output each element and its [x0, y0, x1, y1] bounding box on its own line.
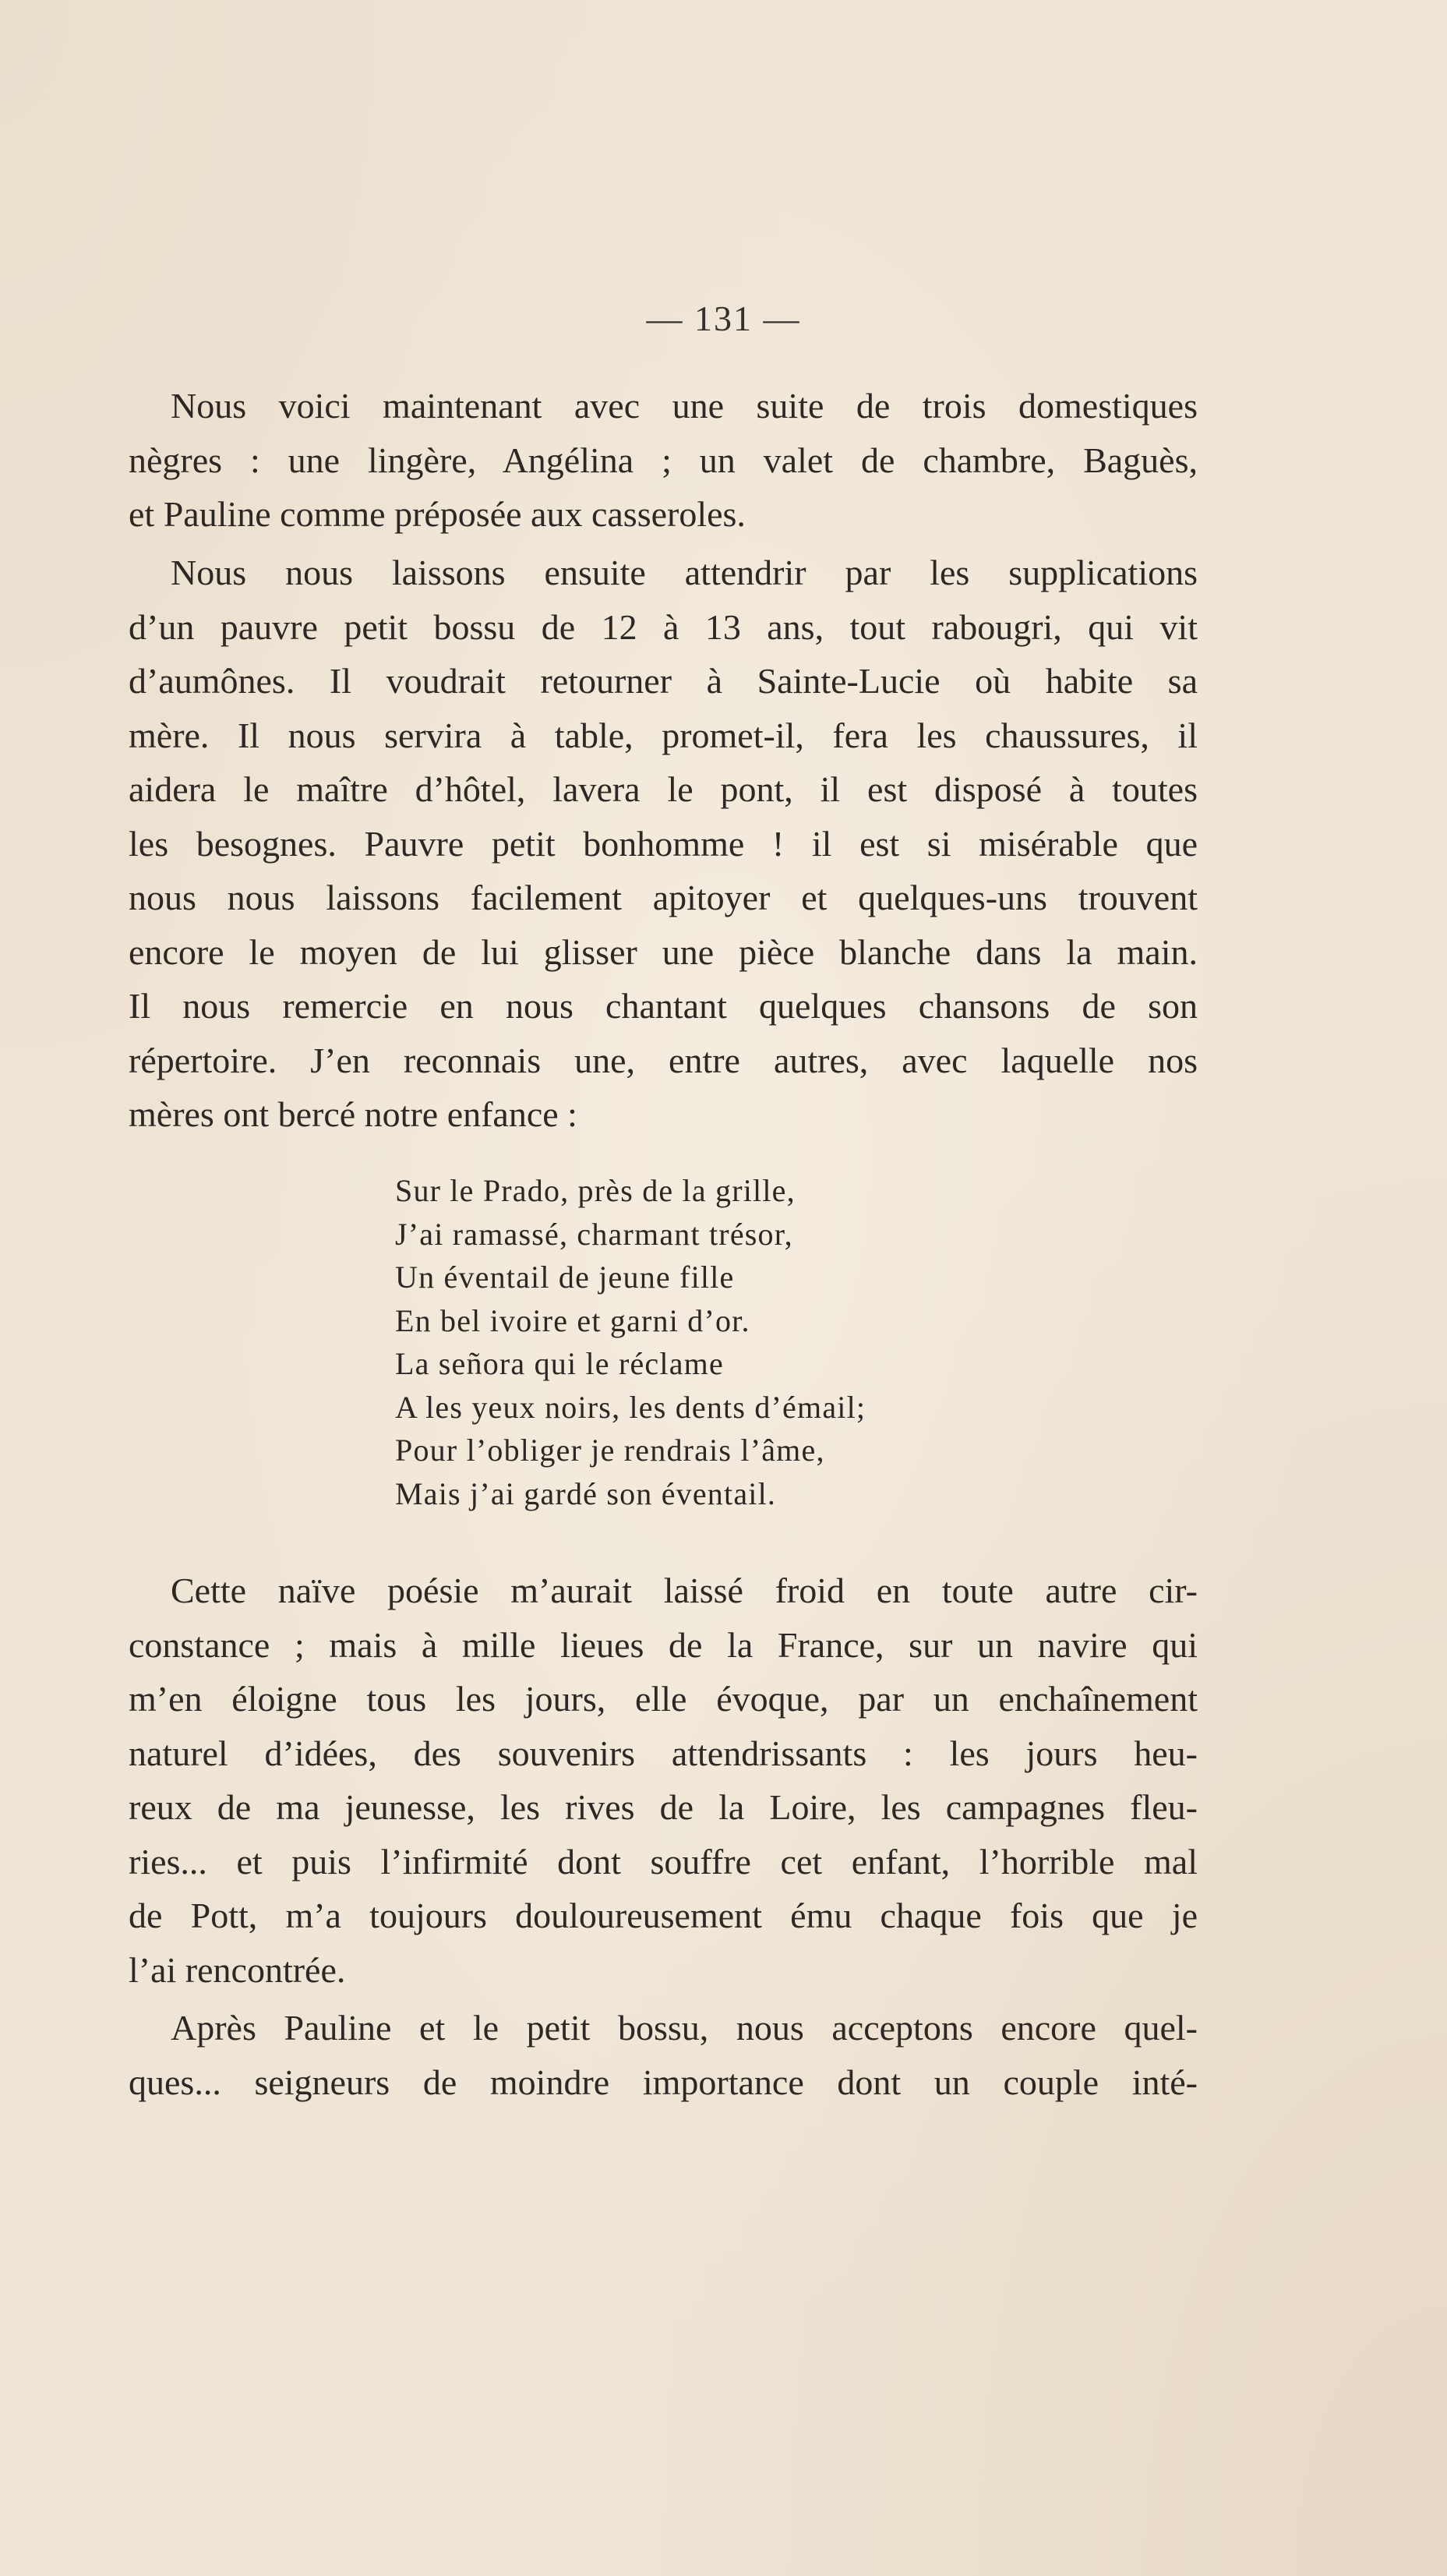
text-line: ques... seigneurs de moindre importance dont un couple inté-	[129, 2062, 1198, 2102]
text-line: reux de ma jeunesse, les rives de la Loire, les campagnes fleu-	[129, 1787, 1198, 1827]
text-line: mères ont bercé notre enfance :	[129, 1094, 577, 1134]
text-line: mère. Il nous servira à table, promet-il, fera les chaussures, il	[129, 715, 1198, 755]
text-line: Nous nous laissons ensuite attendrir par les supplications	[171, 553, 1198, 592]
text-line: Cette naïve poésie m’aurait laissé froid en toute autre cir-	[171, 1571, 1198, 1610]
text-line: d’aumônes. Il voudrait retourner à Sainte-Lucie où habite sa	[129, 661, 1198, 701]
page-number: — 131 —	[646, 299, 801, 338]
text-line: encore le moyen de lui glisser une pièce blanche dans la main.	[129, 931, 1198, 972]
poem-verse: Pour l’obliger je rendrais l’âme,	[395, 1433, 825, 1468]
text-line: de Pott, m’a toujours douloureusement ému chaque fois que je	[129, 1896, 1198, 1935]
text-line: nous nous laissons facilement apitoyer et quelques-uns trouvent	[129, 878, 1198, 917]
text-line: et Pauline comme préposée aux casseroles.	[129, 494, 746, 534]
text-line: l’ai rencontrée.	[129, 1949, 346, 1990]
text-line: nègres : une lingère, Angélina ; un valet de chambre, Baguès,	[129, 440, 1198, 480]
poem-verse: J’ai ramassé, charmant trésor,	[395, 1216, 793, 1252]
poem-verse: Sur le Prado, près de la grille,	[395, 1173, 796, 1208]
poem-verse: Mais j’ai gardé son éventail.	[395, 1475, 777, 1511]
text-line: les besognes. Pauvre petit bonhomme ! il est si misérable que	[129, 823, 1198, 864]
text-line: Il nous remercie en nous chantant quelques chansons de son	[129, 986, 1198, 1026]
poem-verse: Un éventail de jeune fille	[395, 1260, 735, 1295]
text-line: constance ; mais à mille lieues de la France, sur un navire qui	[129, 1624, 1198, 1665]
text-line: ries... et puis l’infirmité dont souffre cet enfant, l’horrible mal	[129, 1841, 1198, 1882]
paragraph-1	[129, 379, 1198, 542]
poem-verse: En bel ivoire et garni d’or.	[395, 1302, 750, 1338]
text-line: Nous voici maintenant avec une suite de trois domestiques	[171, 386, 1198, 426]
text-line: répertoire. J’en reconnais une, entre autres, avec laquelle nos	[129, 1040, 1198, 1080]
text-line: naturel d’idées, des souvenirs attendrissants : les jours heu-	[129, 1733, 1198, 1773]
text-line: m’en éloigne tous les jours, elle évoque, par un enchaînement	[129, 1679, 1198, 1719]
poem-stanza	[395, 1169, 866, 1515]
text-line: d’un pauvre petit bossu de 12 à 13 ans, tout rabougri, qui vit	[129, 606, 1198, 647]
poem-verse: A les yeux noirs, les dents d’émail;	[395, 1389, 866, 1425]
text-line: Après Pauline et le petit bossu, nous acceptons encore quel-	[171, 2008, 1198, 2048]
paragraph-2	[129, 546, 1198, 1142]
paragraph-4	[129, 2001, 1198, 2109]
poem-verse: La señora qui le réclame	[395, 1346, 724, 1381]
text-line: aidera le maître d’hôtel, lavera le pont, il est disposé à toutes	[129, 769, 1198, 809]
paragraph-3	[129, 1564, 1198, 1997]
